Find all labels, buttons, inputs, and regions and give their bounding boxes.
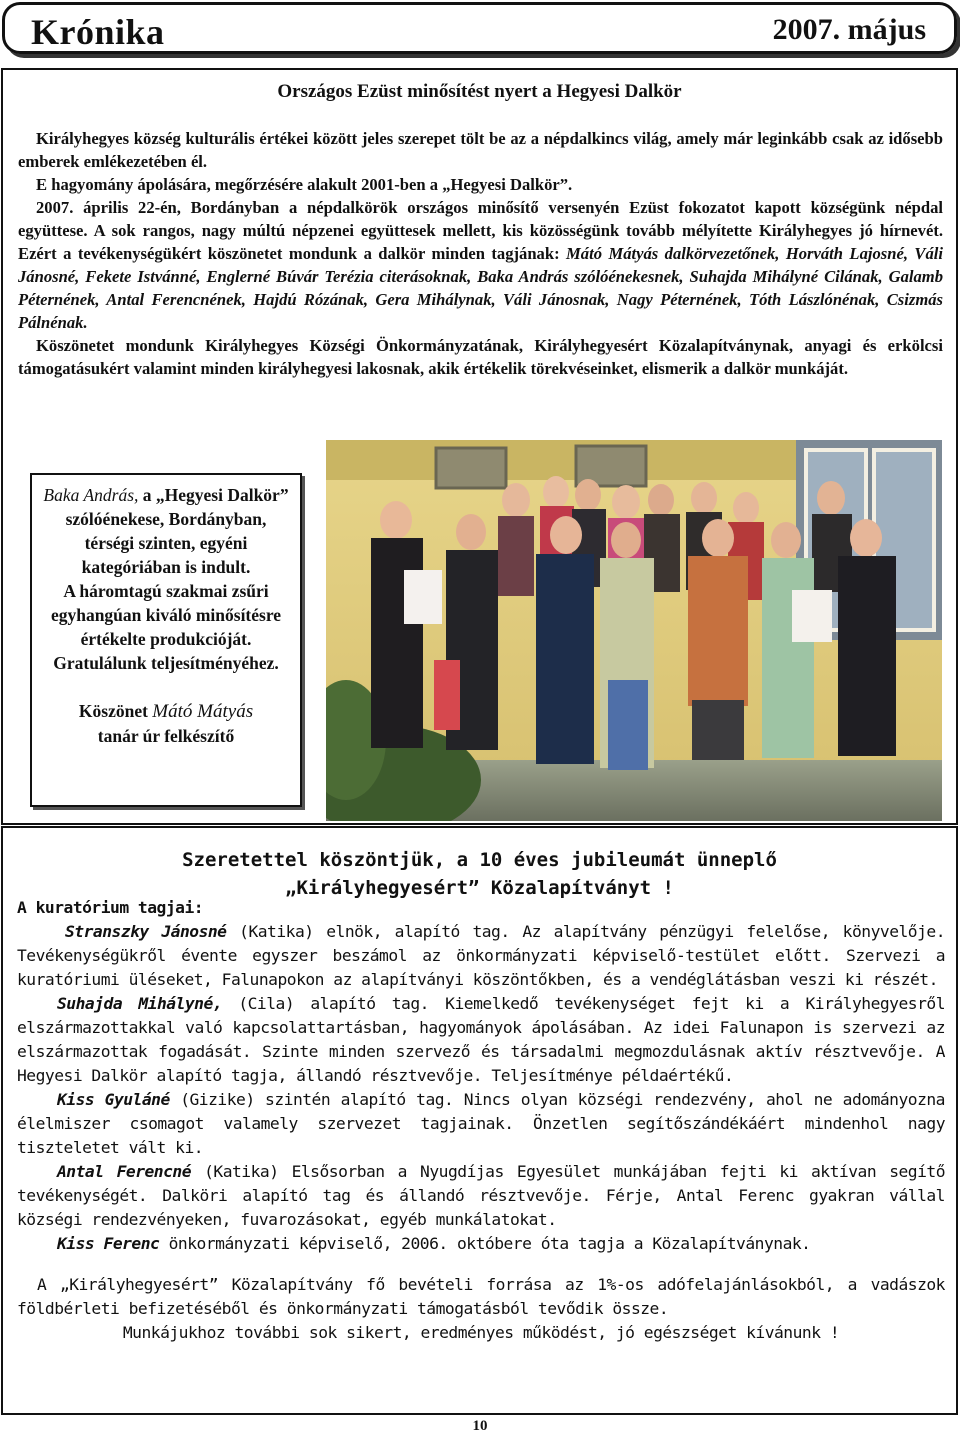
member-paragraph: Stranszky Jánosné (Katika) elnök, alapító tag. Az alapítvány pénzügyi felelőse, könyvelője. Tevékenységükről évente egyszer beszámol az önkormányzati képviselő-testület előtt. Szervezi a kuratóriumi üléseket, Falunapokon az alapítványi köszöntőkben, és a vendéglátásban veszi ki részét. xyxy=(17,922,946,989)
member-name: Stranszky Jánosné xyxy=(65,922,227,941)
article-body xyxy=(18,127,943,380)
issue-date: 2007. május xyxy=(772,13,926,46)
paragraph xyxy=(18,196,943,334)
member-names: Mátó Mátyás dalkörvezetőnek, Horváth Lajosné, Váli Jánosné, Fekete Istvánné, Englerné Búvár Terézia citerásoknak, Baka András szólóénekesnek, Suhajda Mihályné Cilának, Galamb Péternének, Antal Ferencnének, Hajdú Rózának, Gera Mihálynak, Váli Jánosnak, Nagy Péternének, Tóth Lászlónénak, Csizmás Pálnénak. xyxy=(18,244,943,332)
member-paragraph: Kiss Ferenc önkormányzati képviselő, 2006. októbere óta tagja a Közalapítványnak. xyxy=(57,1234,811,1253)
member-name: Suhajda Mihályné, xyxy=(57,994,223,1013)
paragraph: Királyhegyes község kulturális értékei között jeles szerepet tölt be az a népdalkincs világ, amely már leginkább csak az idősebb emberek emlékezetében él. xyxy=(18,129,943,171)
board-label: A kuratórium tagjai: xyxy=(17,898,204,917)
paragraph-text: 2007. április 22-én, Bordányban a népdalkörök országos minősítő versenyén Ezüst fokozatot kapott községünk népdal együttese. A sok rangos, nagy múltú népzenei együttesek mellett, kis közösségünk tovább mélyítette Királyhegyes jó hírnevét. Ezért a tevékenységükért köszönetet mondunk a dalkör minden tagjának: xyxy=(18,198,943,263)
article-body xyxy=(17,896,945,1345)
member-paragraph: Kiss Gyuláné (Gizike) szintén alapító tag. Nincs olyan községi rendezvény, ahol ne adományozna élelmiszer csomagot valamely szervezet tagjainak. Önzetlen segítőszándékáért mindenhol nagy tiszteletet vált ki. xyxy=(17,1090,945,1157)
member-paragraph: Antal Ferencné (Katika) Elsősorban a Nyugdíjas Egyesület munkájában fejti ki aktívan segítő tevékenységét. Dalköri alapító tag és állandó résztvevője. Férje, Antal Ferenc gyakran vállal községi rendezvényeken, fuvarozásokat, egyéb munkálatokat. xyxy=(17,1162,946,1229)
article-title: Országos Ezüst minősítést nyert a Hegyesi Dalkör xyxy=(277,81,682,102)
paragraph: E hagyomány ápolására, megőrzésére alakult 2001-ben a „Hegyesi Dalkör”. xyxy=(36,175,573,194)
caption-thanks-cont: tanár úr felkészítő xyxy=(97,726,235,746)
page-number: 10 xyxy=(472,1418,488,1434)
article-kozalapitvany xyxy=(1,826,958,1415)
heading-line: Szeretettel köszöntjük, a 10 éves jubileumát ünneplő xyxy=(182,849,777,871)
caption-text-1: Baka András, a „Hegyesi Dalkör” szólóénekese, Bordányban, térségi szinten, egyéni kategóriában is indult. xyxy=(43,485,289,577)
page-header xyxy=(2,2,957,54)
paragraph: Köszönetet mondunk Királyhegyes Községi Önkormányzatának, Királyhegyesért Közalapítványnak, anyagi és erkölcsi támogatásukért valamint minden királyhegyesi lakosnak, akik értékelik törekvéseinket, elismerik a dalkör munkáját. xyxy=(18,336,943,378)
photo-caption-box xyxy=(30,473,302,807)
member-name: Antal Ferencné xyxy=(57,1162,192,1181)
caption-text-3: Gratulálunk teljesítményéhez. xyxy=(53,653,279,673)
caption-text-2: A háromtagú szakmai zsűri egyhangúan kiváló minősítésre értékelte produkcióját. xyxy=(50,581,282,649)
article-dalkor xyxy=(1,68,958,825)
closing-paragraph: A „Királyhegyesért” Közalapítvány fő bevételi forrása az 1%-os adófelajánlásokból, a vadászok földbérleti befizetéséből és önkormányzati támogatásból tevődik össze. xyxy=(17,1275,945,1318)
article-heading xyxy=(3,846,956,902)
heading-line: „Királyhegyesért” Közalapítványt ! xyxy=(285,877,674,899)
member-paragraph: Suhajda Mihályné, (Cila) alapító tag. Kiemelkedő tevékenységet fejt ki a Királyhegyesről elszármazottakkal való kapcsolattartásban, hagyományok ápolásában. Az idei Falunapon is szervezi az elszármazottak fogadását. Szinte minden szervező és társadalmi megmozdulásnak aktív résztvevője. A Hegyesi Dalkör alapító tagja, állandó résztvevője. Teljesítménye példaértékű. xyxy=(17,994,945,1085)
member-name: Kiss Ferenc xyxy=(57,1234,160,1253)
soloist-name: Baka András, xyxy=(43,485,139,505)
closing-wish: Munkájukhoz további sok sikert, eredményes működést, jó egészséget kívánunk ! xyxy=(122,1323,840,1342)
group-photo xyxy=(326,440,942,821)
publication-title: Krónika xyxy=(31,12,165,52)
member-name: Kiss Gyuláné xyxy=(57,1090,170,1109)
caption-thanks: Köszönet Mátó Mátyás xyxy=(78,701,254,722)
group-photo-illustration xyxy=(326,440,942,821)
